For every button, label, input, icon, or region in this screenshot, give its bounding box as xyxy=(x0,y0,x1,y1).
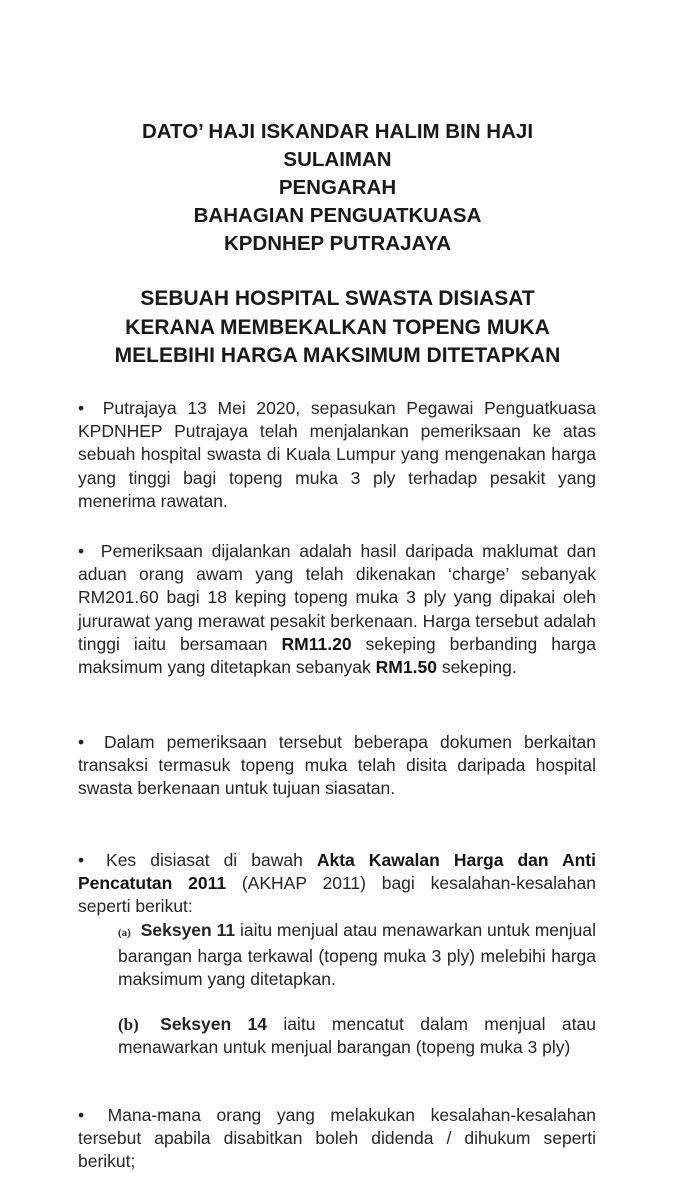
headline-line-2: KERANA MEMBEKALKAN TOPENG MUKA xyxy=(125,315,550,339)
bullet-icon: • xyxy=(78,398,85,418)
paragraph-2 xyxy=(78,540,596,679)
headline-line-3: MELEBIHI HARGA MAKSIMUM DITETAPKAN xyxy=(114,344,561,367)
bullet-icon: • xyxy=(78,1105,85,1125)
offence-marker-b: (b) xyxy=(118,1015,139,1034)
price-maximum: RM1.50 xyxy=(375,657,437,678)
bullet-icon: • xyxy=(78,732,85,752)
bullet-icon: • xyxy=(78,850,85,870)
offence-section-b: Seksyen 14 xyxy=(160,1014,268,1034)
offence-item-a xyxy=(118,919,596,992)
official-name-line-2: SULAIMAN xyxy=(283,148,392,171)
official-position: PENGARAH xyxy=(278,176,397,199)
paragraph-2-text-c: sekeping. xyxy=(441,657,517,678)
paragraph-5 xyxy=(78,1104,596,1174)
offence-text-b: iaitu mencatut dalam menjual atau menawarkan untuk menjual barangan (topeng muka 3 ply) xyxy=(118,1014,596,1058)
offence-section-a: Seksyen 11 xyxy=(140,920,236,940)
offence-marker-a: (a) xyxy=(118,927,131,939)
paragraph-2-text-a: Pemeriksaan dijalankan adalah hasil daripada maklumat dan aduan orang awam yang telah dikenakan ‘charge’ sebanyak RM201.60 bagi 18 keping topeng muka 3 ply yang dipakai oleh jururawat yang merawat pesakit berkenaan. Harga tersebut adalah tinggi iaitu bersamaan xyxy=(78,541,596,654)
paragraph-4 xyxy=(78,849,596,919)
offence-text-a: iaitu menjual atau menawarkan untuk menjual barangan harga terkawal (topeng muka 3 ply) melebihi harga maksimum yang ditetapkan. xyxy=(118,920,597,990)
official-name-line-1: DATO’ HAJI ISKANDAR HALIM BIN HAJI xyxy=(141,120,534,143)
price-charged: RM11.20 xyxy=(281,633,352,654)
headline-block xyxy=(60,285,615,371)
paragraph-4-text-b: (AKHAP 2011) bagi kesalahan-kesalahan seperti berikut: xyxy=(78,873,596,917)
official-title-block xyxy=(60,118,615,258)
bullet-icon: • xyxy=(78,541,85,561)
paragraph-1 xyxy=(78,397,596,513)
offence-item-b xyxy=(118,1013,596,1059)
paragraph-1-text: Putrajaya 13 Mei 2020, sepasukan Pegawai Penguatkuasa KPDNHEP Putrajaya telah menjalankan pemeriksaan ke atas sebuah hospital swasta di Kuala Lumpur yang mengenakan harga yang tinggi bagi topeng muka 3 ply terhadap pesakit yang menerima rawatan. xyxy=(78,398,596,511)
act-name: Akta Kawalan Harga dan Anti Pencatutan 2011 xyxy=(78,850,596,894)
headline-line-1: SEBUAH HOSPITAL SWASTA DISIASAT xyxy=(140,287,535,310)
official-division: BAHAGIAN PENGUATKUASA xyxy=(193,204,482,227)
paragraph-4-text-a: Kes disiasat di bawah xyxy=(106,850,303,870)
paragraph-5-text: Mana-mana orang yang melakukan kesalahan-kesalahan tersebut apabila disabitkan boleh didenda / dihukum seperti berikut; xyxy=(78,1105,596,1172)
official-office: KPDNHEP PUTRAJAYA xyxy=(223,232,452,255)
paragraph-3-text: Dalam pemeriksaan tersebut beberapa dokumen berkaitan transaksi termasuk topeng muka telah disita daripada hospital swasta berkenaan untuk tujuan siasatan. xyxy=(78,732,596,799)
paragraph-2-text-b: sekeping berbanding harga maksimum yang ditetapkan sebanyak xyxy=(78,633,596,678)
paragraph-3 xyxy=(78,731,596,801)
